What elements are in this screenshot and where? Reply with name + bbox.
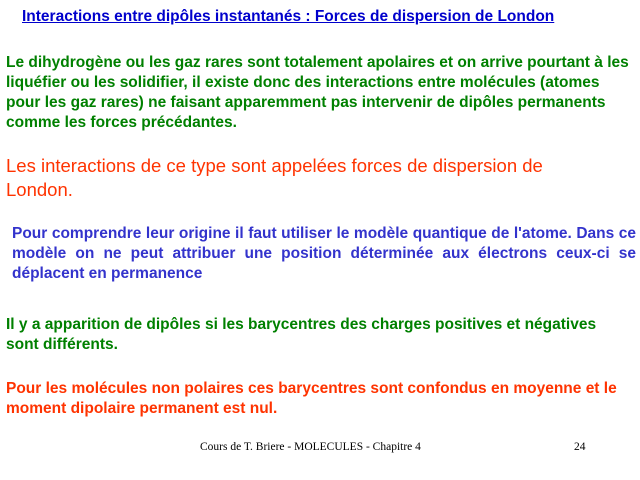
footer-page-number: 24 [574,441,586,453]
paragraph-apolar-gases: Le dihydrogène ou les gaz rares sont totalement apolaires et on arrive pourtant à les liquéfier ou les solidifier, il existe donc des interactions entre molécules (atomes pour les gaz rares) ne faisant apparemment pas intervenir de dipôles permanents comme les forces précédantes. [6,54,629,131]
paragraph-quantum-model: Pour comprendre leur origine il faut utiliser le modèle quantique de l'atome. Dans ce modèle on ne peut attribuer une position déterminée aux électrons ceux-ci se déplacent en permanence [12,225,636,282]
paragraph-london-definition: Les interactions de ce type sont appelées forces de dispersion de London. [6,155,543,200]
paragraph-dipole-appearance: Il y a apparition de dipôles si les barycentres des charges positives et négatives sont différents. [6,316,597,353]
slide-title: Interactions entre dipôles instantanés : Forces de dispersion de London [22,8,555,25]
footer-course-label: Cours de T. Briere - MOLECULES - Chapitre 4 [200,441,421,453]
paragraph-nonpolar-molecules: Pour les molécules non polaires ces barycentres sont confondus en moyenne et le moment dipolaire permanent est nul. [6,380,617,417]
